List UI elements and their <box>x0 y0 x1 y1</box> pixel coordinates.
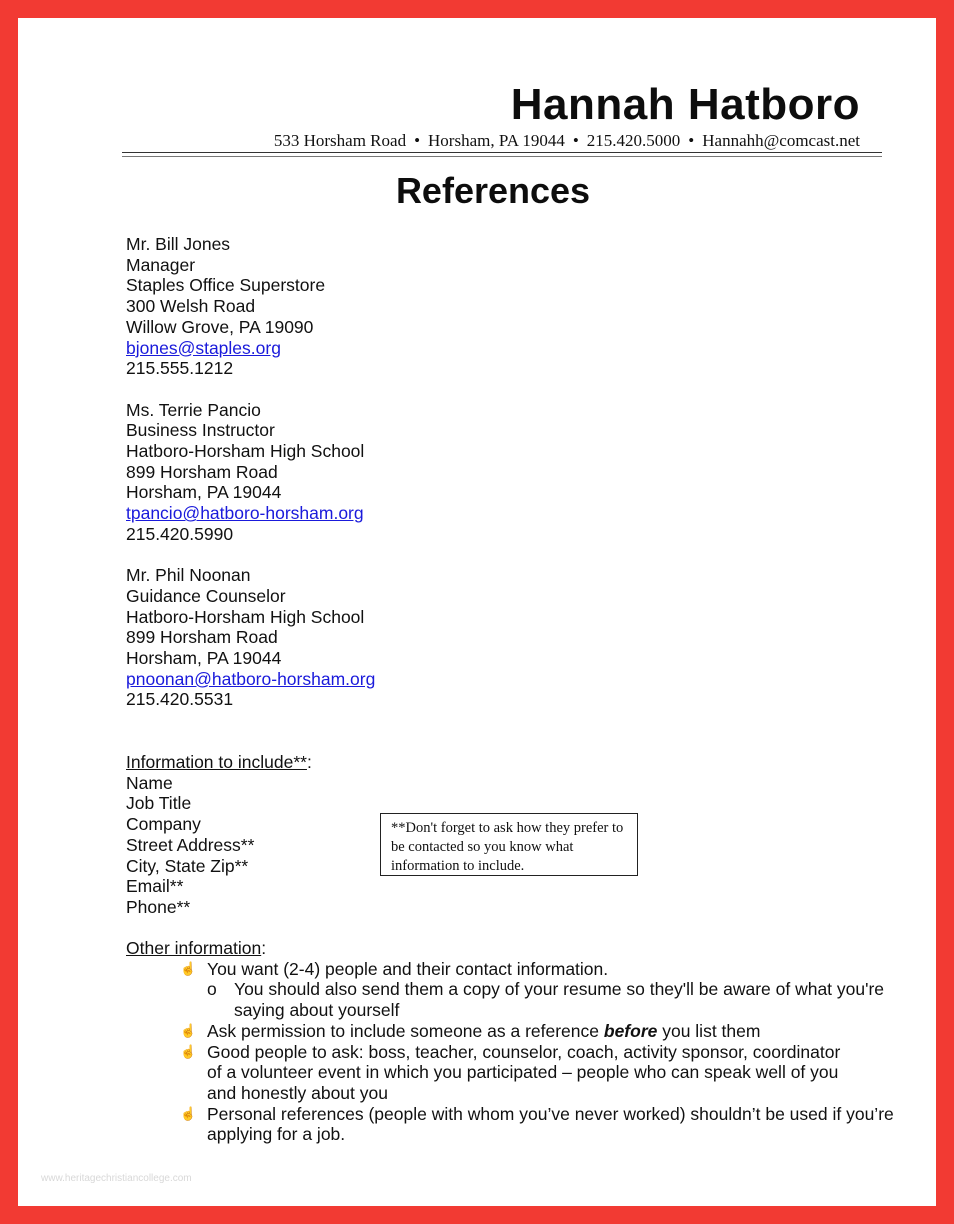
bullet-text-pre: Ask permission to include someone as a reference <box>207 1020 604 1041</box>
reference-entry <box>126 400 375 545</box>
pointing-hand-icon: ☝ <box>180 1022 197 1038</box>
header-rule <box>122 152 882 153</box>
pointing-hand-icon: ☝ <box>180 1105 197 1121</box>
contact-email: Hannahh@comcast.net <box>702 131 860 150</box>
reference-city: Horsham, PA 19044 <box>126 648 282 669</box>
reference-title: Manager <box>126 254 196 275</box>
separator-dot: • <box>688 131 695 150</box>
reference-name: Ms. Terrie Pancio <box>126 399 261 420</box>
other-heading <box>126 938 906 959</box>
reference-email-link[interactable]: bjones@staples.org <box>126 337 281 358</box>
reference-street: 899 Horsham Road <box>126 627 278 648</box>
separator-dot: • <box>572 131 579 150</box>
info-item: Street Address** <box>126 834 255 855</box>
info-heading <box>126 752 312 773</box>
reference-street: 300 Welsh Road <box>126 296 256 317</box>
reference-org: Hatboro-Horsham High School <box>126 441 365 462</box>
note-box: **Don't forget to ask how they prefer to be contacted so you know what information to include. <box>380 813 638 876</box>
bullet-item <box>126 1104 906 1145</box>
contact-line <box>274 131 860 151</box>
info-item: Job Title <box>126 793 192 814</box>
watermark: www.heritagechristiancollege.com <box>41 1173 192 1184</box>
bullet-text: Good people to ask: boss, teacher, counselor, coach, activity sponsor, coordinator of a volunteer event in which you participated – people who can speak well of you and honestly about you <box>207 1041 841 1103</box>
reference-street: 899 Horsham Road <box>126 461 278 482</box>
bullet-text: You want (2-4) people and their contact information. <box>207 958 609 979</box>
reference-email-link[interactable]: pnoonan@hatboro-horsham.org <box>126 668 376 689</box>
sub-bullet-text: You should also send them a copy of your resume so they'll be aware of what you're saying about yourself <box>234 979 885 1021</box>
reference-name: Mr. Bill Jones <box>126 234 231 254</box>
page-title: References <box>395 170 591 211</box>
reference-phone: 215.420.5990 <box>126 523 234 544</box>
other-information-section <box>126 938 906 1145</box>
pointing-hand-icon: ☝ <box>180 960 197 976</box>
contact-phone: 215.420.5000 <box>586 131 681 150</box>
bullet-emphasis: before <box>603 1020 658 1041</box>
reference-city: Horsham, PA 19044 <box>126 482 282 503</box>
sub-bullet-item <box>126 979 906 1020</box>
info-item: City, State Zip** <box>126 855 249 876</box>
separator-dot: • <box>414 131 421 150</box>
bullet-item <box>126 959 906 980</box>
reference-phone: 215.420.5531 <box>126 689 234 710</box>
info-heading-colon: : <box>306 752 312 772</box>
bullet-text: Personal references (people with whom you’ve never worked) shouldn’t be used if you’re applying for a job. <box>207 1103 894 1145</box>
reference-phone: 215.555.1212 <box>126 358 234 379</box>
reference-org: Staples Office Superstore <box>126 275 326 296</box>
info-item: Company <box>126 814 201 835</box>
reference-entry <box>126 234 375 379</box>
reference-entry <box>126 565 375 710</box>
other-heading-colon: : <box>261 938 267 958</box>
circle-bullet-icon: o <box>207 979 217 1000</box>
reference-org: Hatboro-Horsham High School <box>126 606 365 627</box>
info-item: Email** <box>126 876 184 897</box>
info-item: Name <box>126 772 173 793</box>
reference-email-link[interactable]: tpancio@hatboro-horsham.org <box>126 503 364 524</box>
info-heading-text: Information to include** <box>126 752 307 772</box>
contact-address: 533 Horsham Road <box>273 131 407 150</box>
header-rule-thin <box>122 156 882 157</box>
reference-name: Mr. Phil Noonan <box>126 565 251 586</box>
bullet-text-post: you list them <box>657 1020 761 1041</box>
other-heading-text: Other information <box>126 938 262 958</box>
reference-title: Business Instructor <box>126 420 275 441</box>
references-list <box>126 234 375 731</box>
info-item: Phone** <box>126 896 191 917</box>
document-page <box>18 18 936 1206</box>
pointing-hand-icon: ☝ <box>180 1043 197 1059</box>
info-section <box>126 752 312 918</box>
reference-city: Willow Grove, PA 19090 <box>126 316 314 337</box>
reference-title: Guidance Counselor <box>126 585 286 606</box>
bullet-item <box>126 1042 906 1104</box>
contact-city: Horsham, PA 19044 <box>428 131 565 150</box>
bullet-item <box>126 1021 906 1042</box>
applicant-name: Hannah Hatboro <box>510 80 860 129</box>
